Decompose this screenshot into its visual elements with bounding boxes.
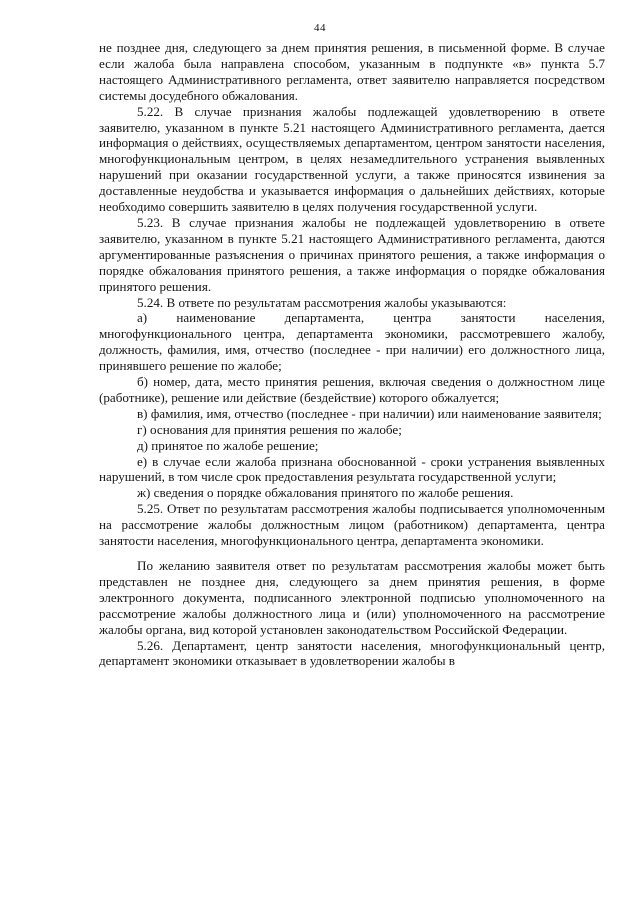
paragraph-electronic-answer: По желанию заявителя ответ по результатам рассмотрения жалобы может быть представлен не позднее дня, следующего за днем принятия решения, в форме электронного документа, подписанного электронной подписью уполномоченного на рассмотрение жалобы должностного лица и (или) уполномоченного на рассмотрение жалобы органа, вид которой установлен законодательством Российской Федерации. <box>99 558 605 637</box>
page-number: 44 <box>314 22 326 34</box>
paragraph-continuation: не позднее дня, следующего за днем принятия решения, в письменной форме. В случае если жалоба была направлена способом, указанным в подпункте «в» пункта 5.7 настоящего Административного регламента, ответ заявителю направляется посредством системы досудебного обжалования. <box>99 40 605 103</box>
list-item-v: в) фамилия, имя, отчество (последнее - при наличии) или наименование заявителя; <box>137 405 602 421</box>
list-item-a: а) наименование департамента, центра занятости населения, многофункционального центра, департамента экономики, рассмотревшего жалобу, должность, фамилия, имя, отчество (последнее - при наличии) его должностного лица, принявшего решение по жалобе; <box>99 310 605 374</box>
paragraph-5-25: 5.25. Ответ по результатам рассмотрения жалобы подписывается уполномоченным на рассмотрение жалобы должностным лицом (работником) департамента, центра занятости населения, многофункционального центра, департамента экономики. <box>99 501 605 549</box>
list-item-zh: ж) сведения о порядке обжалования принятого по жалобе решения. <box>137 485 514 501</box>
paragraph-5-26: 5.26. Департамент, центр занятости населения, многофункциональный центр, департамент экономики отказывает в удовлетворении жалобы в <box>99 637 605 669</box>
paragraph-5-24: 5.24. В ответе по результатам рассмотрения жалобы указываются: <box>137 294 507 310</box>
list-item-b: б) номер, дата, место принятия решения, включая сведения о должностном лице (работнике), решение или действие (бездействие) которого обжалуется; <box>99 374 605 405</box>
list-item-g: г) основания для принятия решения по жалобе; <box>137 421 402 437</box>
list-item-e: е) в случае если жалоба признана обоснованной - сроки устранения выявленных нарушений, в том числе срок предоставления результата государственной услуги; <box>99 453 605 485</box>
list-item-d: д) принятое по жалобе решение; <box>137 437 319 453</box>
paragraph-5-23: 5.23. В случае признания жалобы не подлежащей удовлетворению в ответе заявителю, указанном в пункте 5.21 настоящего Административного регламента, даются аргументированные разъяснения о причинах принятого решения, а также информация о порядке обжалования принятого решения, а также информация о порядке обжалования принятого решения. <box>99 214 605 294</box>
paragraph-5-22: 5.22. В случае признания жалобы подлежащей удовлетворению в ответе заявителю, указанном в пункте 5.21 настоящего Административного регламента, дается информация о действиях, осуществляемых департаментом, центром занятости населения, многофункциональным центром, в целях незамедлительного устранения выявленных нарушений при оказании государственной услуги, а также приносятся извинения за доставленные неудобства и указывается информация о дальнейших действиях, которые необходимо совершить заявителю в целях получения государственной услуги. <box>99 103 605 215</box>
document-body <box>99 40 605 669</box>
